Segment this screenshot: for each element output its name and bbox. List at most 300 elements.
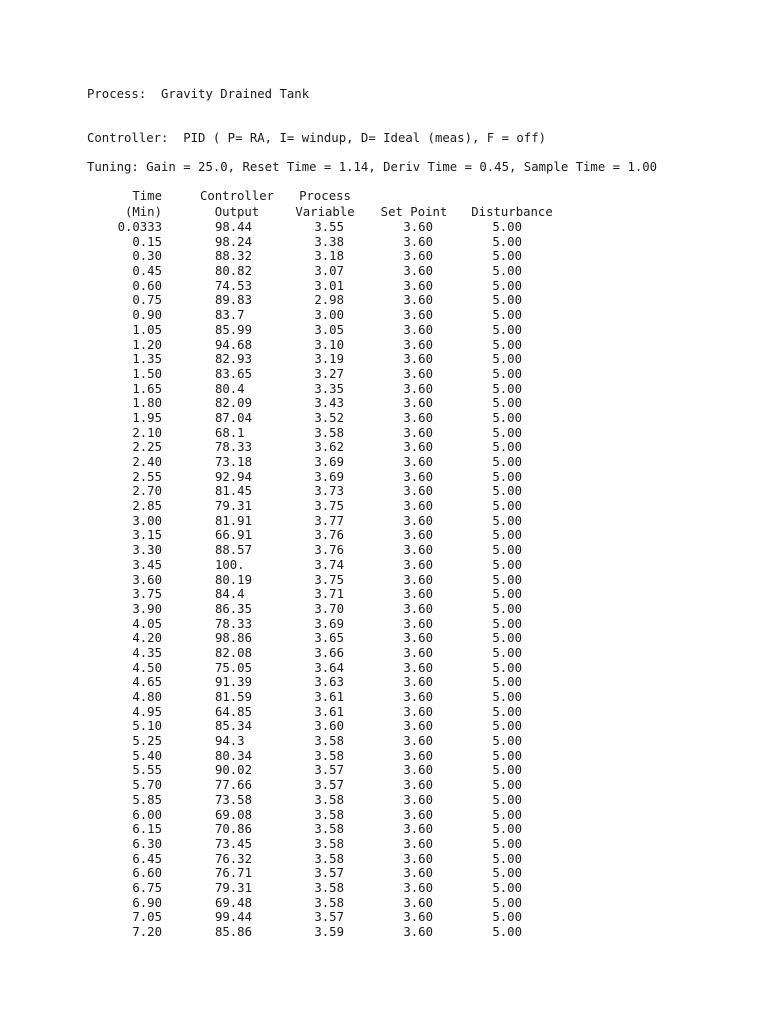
- table-row: [0, 822, 768, 837]
- table-row: [0, 235, 768, 250]
- cell-time: 6.30: [132, 836, 162, 851]
- cell-set-point: 3.60: [403, 249, 433, 264]
- cell-controller-output: 89.83: [214, 293, 252, 308]
- cell-time: 3.60: [132, 572, 162, 587]
- cell-process-variable: 3.35: [314, 381, 344, 396]
- cell-process-variable: 3.59: [314, 925, 344, 939]
- table-row: [0, 661, 768, 676]
- cell-process-variable: 3.58: [314, 880, 344, 895]
- cell-controller-output: 85.86: [214, 925, 252, 939]
- cell-disturbance: 5.00: [492, 910, 522, 925]
- cell-disturbance: 5.00: [492, 572, 522, 587]
- cell-controller-output: 82.93: [214, 352, 252, 367]
- cell-process-variable: 3.57: [314, 763, 344, 778]
- table-row: [0, 573, 768, 588]
- cell-disturbance: 5.00: [492, 734, 522, 749]
- cell-process-variable: 3.57: [314, 910, 344, 925]
- table-row: [0, 587, 768, 602]
- cell-time: 0.15: [132, 234, 162, 249]
- table-row: [0, 440, 768, 455]
- table-row: [0, 852, 768, 867]
- cell-disturbance: 5.00: [492, 748, 522, 763]
- table-row: [0, 675, 768, 690]
- cell-process-variable: 3.07: [314, 264, 344, 279]
- table-row: [0, 543, 768, 558]
- cell-disturbance: 5.00: [492, 690, 522, 704]
- cell-controller-output: 76.71: [214, 866, 252, 881]
- cell-process-variable: 3.73: [314, 484, 344, 499]
- table-row: [0, 705, 768, 720]
- cell-controller-output: 80.34: [214, 748, 252, 763]
- cell-time: 5.10: [132, 719, 162, 734]
- cell-controller-output: 81.91: [214, 513, 252, 528]
- cell-disturbance: 5.00: [492, 264, 522, 279]
- table-row: [0, 778, 768, 793]
- cell-disturbance: 5.00: [492, 455, 522, 469]
- table-header-bottom: [0, 204, 768, 220]
- cell-disturbance: 5.00: [492, 704, 522, 719]
- cell-disturbance: 5.00: [492, 601, 522, 616]
- cell-set-point: 3.60: [403, 322, 433, 337]
- table-header-top: [0, 188, 768, 204]
- cell-time: 1.05: [132, 322, 162, 337]
- cell-disturbance: 5.00: [492, 499, 522, 514]
- cell-set-point: 3.60: [403, 734, 433, 749]
- data-table: [0, 188, 768, 940]
- cell-controller-output: 84.4: [214, 587, 252, 602]
- table-row: [0, 558, 768, 573]
- cell-disturbance: 5.00: [492, 778, 522, 793]
- cell-set-point: 3.60: [403, 748, 433, 763]
- cell-set-point: 3.60: [403, 851, 433, 866]
- cell-disturbance: 5.00: [492, 249, 522, 264]
- cell-time: 4.50: [132, 660, 162, 675]
- cell-disturbance: 5.00: [492, 557, 522, 572]
- table-row: [0, 411, 768, 426]
- cell-process-variable: 3.58: [314, 807, 344, 822]
- cell-disturbance: 5.00: [492, 616, 522, 631]
- cell-time: 2.40: [132, 455, 162, 469]
- cell-controller-output: 80.19: [214, 572, 252, 587]
- cell-time: 1.80: [132, 396, 162, 411]
- cell-disturbance: 5.00: [492, 763, 522, 778]
- cell-disturbance: 5.00: [492, 410, 522, 425]
- cell-set-point: 3.60: [403, 513, 433, 528]
- table-row: [0, 323, 768, 338]
- cell-process-variable: 3.62: [314, 440, 344, 455]
- cell-set-point: 3.60: [403, 484, 433, 499]
- cell-controller-output: 94.68: [214, 337, 252, 352]
- table-row: [0, 382, 768, 397]
- cell-process-variable: 3.58: [314, 734, 344, 749]
- cell-controller-output: 99.44: [214, 910, 252, 925]
- cell-time: 7.05: [132, 910, 162, 925]
- cell-controller-output: 78.33: [214, 440, 252, 455]
- table-row: [0, 925, 768, 940]
- table-row: [0, 279, 768, 294]
- cell-time: 2.70: [132, 484, 162, 499]
- cell-process-variable: 3.58: [314, 748, 344, 763]
- cell-disturbance: 5.00: [492, 308, 522, 323]
- cell-set-point: 3.60: [403, 660, 433, 675]
- table-row: [0, 426, 768, 441]
- header-time: Time: [132, 189, 162, 203]
- cell-disturbance: 5.00: [492, 645, 522, 660]
- cell-time: 4.20: [132, 631, 162, 646]
- table-row: [0, 866, 768, 881]
- cell-time: 5.85: [132, 792, 162, 807]
- header-process: Process: [299, 189, 351, 203]
- cell-controller-output: 69.48: [214, 895, 252, 910]
- cell-disturbance: 5.00: [492, 792, 522, 807]
- cell-time: 7.20: [132, 925, 162, 939]
- header-controller: Controller: [199, 189, 275, 203]
- cell-disturbance: 5.00: [492, 675, 522, 690]
- cell-time: 2.10: [132, 425, 162, 440]
- cell-process-variable: 3.65: [314, 631, 344, 646]
- cell-time: 0.30: [132, 249, 162, 264]
- cell-set-point: 3.60: [403, 366, 433, 381]
- cell-time: 1.95: [132, 410, 162, 425]
- table-row: [0, 484, 768, 499]
- cell-set-point: 3.60: [403, 425, 433, 440]
- cell-time: 1.50: [132, 366, 162, 381]
- cell-process-variable: 3.58: [314, 895, 344, 910]
- cell-disturbance: 5.00: [492, 895, 522, 910]
- process-line: Process: Gravity Drained Tank: [87, 87, 310, 101]
- cell-controller-output: 81.59: [214, 690, 252, 704]
- cell-process-variable: 3.66: [314, 645, 344, 660]
- cell-controller-output: 73.45: [214, 836, 252, 851]
- table-row: [0, 352, 768, 367]
- cell-time: 2.25: [132, 440, 162, 455]
- table-row: [0, 617, 768, 632]
- cell-time: 1.20: [132, 337, 162, 352]
- cell-set-point: 3.60: [403, 587, 433, 602]
- cell-set-point: 3.60: [403, 616, 433, 631]
- cell-process-variable: 3.58: [314, 836, 344, 851]
- cell-set-point: 3.60: [403, 601, 433, 616]
- cell-set-point: 3.60: [403, 778, 433, 793]
- cell-set-point: 3.60: [403, 469, 433, 484]
- cell-disturbance: 5.00: [492, 719, 522, 734]
- cell-set-point: 3.60: [403, 836, 433, 851]
- table-row: [0, 881, 768, 896]
- cell-process-variable: 3.75: [314, 499, 344, 514]
- cell-controller-output: 83.7: [214, 308, 252, 323]
- cell-time: 5.25: [132, 734, 162, 749]
- cell-disturbance: 5.00: [492, 366, 522, 381]
- cell-time: 6.90: [132, 895, 162, 910]
- header-output: Output: [214, 205, 260, 219]
- cell-set-point: 3.60: [403, 381, 433, 396]
- header-disturbance: Disturbance: [471, 205, 553, 219]
- cell-process-variable: 3.27: [314, 366, 344, 381]
- table-row: [0, 264, 768, 279]
- table-row: [0, 396, 768, 411]
- cell-set-point: 3.60: [403, 807, 433, 822]
- cell-controller-output: 80.82: [214, 264, 252, 279]
- cell-controller-output: 83.65: [214, 366, 252, 381]
- table-row: [0, 910, 768, 925]
- cell-set-point: 3.60: [403, 308, 433, 323]
- cell-process-variable: 3.57: [314, 778, 344, 793]
- cell-controller-output: 73.58: [214, 792, 252, 807]
- cell-controller-output: 85.99: [214, 322, 252, 337]
- table-row: [0, 220, 768, 235]
- tuning-line: Tuning: Gain = 25.0, Reset Time = 1.14, Deriv Time = 0.45, Sample Time = 1.00: [87, 160, 658, 174]
- cell-time: 4.80: [132, 690, 162, 704]
- cell-controller-output: 64.85: [214, 704, 252, 719]
- cell-controller-output: 75.05: [214, 660, 252, 675]
- cell-controller-output: 86.35: [214, 601, 252, 616]
- cell-set-point: 3.60: [403, 910, 433, 925]
- cell-process-variable: 3.58: [314, 792, 344, 807]
- cell-time: 4.65: [132, 675, 162, 690]
- header-min: (Min): [124, 205, 162, 219]
- cell-time: 2.85: [132, 499, 162, 514]
- cell-process-variable: 3.69: [314, 616, 344, 631]
- table-row: [0, 690, 768, 705]
- cell-controller-output: 88.32: [214, 249, 252, 264]
- table-row: [0, 293, 768, 308]
- cell-process-variable: 3.58: [314, 822, 344, 837]
- cell-time: 4.35: [132, 645, 162, 660]
- cell-set-point: 3.60: [403, 352, 433, 367]
- table-row: [0, 808, 768, 823]
- cell-set-point: 3.60: [403, 925, 433, 939]
- table-row: [0, 308, 768, 323]
- cell-set-point: 3.60: [403, 543, 433, 558]
- cell-process-variable: 3.71: [314, 587, 344, 602]
- cell-set-point: 3.60: [403, 499, 433, 514]
- table-row: [0, 602, 768, 617]
- cell-disturbance: 5.00: [492, 293, 522, 308]
- table-body: [0, 220, 768, 940]
- cell-disturbance: 5.00: [492, 381, 522, 396]
- cell-time: 0.60: [132, 278, 162, 293]
- cell-set-point: 3.60: [403, 675, 433, 690]
- cell-set-point: 3.60: [403, 631, 433, 646]
- cell-set-point: 3.60: [403, 763, 433, 778]
- cell-disturbance: 5.00: [492, 337, 522, 352]
- cell-time: 0.90: [132, 308, 162, 323]
- cell-set-point: 3.60: [403, 792, 433, 807]
- cell-time: 0.0333: [117, 220, 162, 234]
- table-row: [0, 514, 768, 529]
- header-set-point: Set Point: [380, 205, 448, 219]
- cell-time: 3.15: [132, 528, 162, 543]
- cell-disturbance: 5.00: [492, 322, 522, 337]
- cell-disturbance: 5.00: [492, 440, 522, 455]
- table-row: [0, 646, 768, 661]
- cell-set-point: 3.60: [403, 220, 433, 234]
- cell-controller-output: 98.24: [214, 234, 252, 249]
- table-row: [0, 455, 768, 470]
- cell-time: 0.75: [132, 293, 162, 308]
- cell-set-point: 3.60: [403, 396, 433, 411]
- cell-time: 3.90: [132, 601, 162, 616]
- cell-controller-output: 98.44: [214, 220, 252, 234]
- cell-set-point: 3.60: [403, 645, 433, 660]
- table-row: [0, 367, 768, 382]
- cell-process-variable: 3.00: [314, 308, 344, 323]
- cell-disturbance: 5.00: [492, 807, 522, 822]
- cell-process-variable: 3.19: [314, 352, 344, 367]
- cell-set-point: 3.60: [403, 895, 433, 910]
- cell-disturbance: 5.00: [492, 851, 522, 866]
- table-row: [0, 793, 768, 808]
- table-row: [0, 734, 768, 749]
- cell-set-point: 3.60: [403, 866, 433, 881]
- table-row: [0, 528, 768, 543]
- table-row: [0, 749, 768, 764]
- cell-set-point: 3.60: [403, 278, 433, 293]
- cell-controller-output: 82.08: [214, 645, 252, 660]
- cell-process-variable: 3.69: [314, 455, 344, 469]
- header-variable: Variable: [295, 205, 355, 219]
- cell-controller-output: 85.34: [214, 719, 252, 734]
- cell-set-point: 3.60: [403, 455, 433, 469]
- cell-disturbance: 5.00: [492, 469, 522, 484]
- cell-controller-output: 82.09: [214, 396, 252, 411]
- cell-controller-output: 76.32: [214, 851, 252, 866]
- cell-controller-output: 78.33: [214, 616, 252, 631]
- cell-controller-output: 100.: [214, 557, 252, 572]
- cell-set-point: 3.60: [403, 719, 433, 734]
- cell-time: 3.45: [132, 557, 162, 572]
- cell-controller-output: 70.86: [214, 822, 252, 837]
- cell-process-variable: 3.74: [314, 557, 344, 572]
- cell-process-variable: 3.58: [314, 425, 344, 440]
- cell-set-point: 3.60: [403, 234, 433, 249]
- cell-disturbance: 5.00: [492, 543, 522, 558]
- cell-time: 4.05: [132, 616, 162, 631]
- cell-disturbance: 5.00: [492, 352, 522, 367]
- cell-controller-output: 74.53: [214, 278, 252, 293]
- cell-controller-output: 73.18: [214, 455, 252, 469]
- cell-set-point: 3.60: [403, 264, 433, 279]
- cell-process-variable: 3.01: [314, 278, 344, 293]
- cell-disturbance: 5.00: [492, 836, 522, 851]
- cell-disturbance: 5.00: [492, 220, 522, 234]
- cell-process-variable: 3.61: [314, 704, 344, 719]
- cell-time: 3.00: [132, 513, 162, 528]
- cell-set-point: 3.60: [403, 822, 433, 837]
- cell-set-point: 3.60: [403, 690, 433, 704]
- cell-process-variable: 3.55: [314, 220, 344, 234]
- cell-controller-output: 69.08: [214, 807, 252, 822]
- cell-disturbance: 5.00: [492, 866, 522, 881]
- cell-disturbance: 5.00: [492, 278, 522, 293]
- cell-time: 0.45: [132, 264, 162, 279]
- cell-time: 5.55: [132, 763, 162, 778]
- cell-set-point: 3.60: [403, 572, 433, 587]
- cell-time: 1.35: [132, 352, 162, 367]
- cell-disturbance: 5.00: [492, 880, 522, 895]
- table-row: [0, 249, 768, 264]
- cell-process-variable: 3.57: [314, 866, 344, 881]
- cell-process-variable: 3.77: [314, 513, 344, 528]
- cell-time: 6.15: [132, 822, 162, 837]
- cell-time: 6.00: [132, 807, 162, 822]
- cell-process-variable: 3.18: [314, 249, 344, 264]
- cell-controller-output: 91.39: [214, 675, 252, 690]
- cell-controller-output: 92.94: [214, 469, 252, 484]
- cell-process-variable: 3.76: [314, 543, 344, 558]
- cell-process-variable: 3.61: [314, 690, 344, 704]
- cell-controller-output: 77.66: [214, 778, 252, 793]
- cell-process-variable: 3.52: [314, 410, 344, 425]
- cell-set-point: 3.60: [403, 293, 433, 308]
- cell-set-point: 3.60: [403, 440, 433, 455]
- cell-controller-output: 87.04: [214, 410, 252, 425]
- cell-process-variable: 3.43: [314, 396, 344, 411]
- cell-set-point: 3.60: [403, 704, 433, 719]
- cell-process-variable: 3.75: [314, 572, 344, 587]
- cell-controller-output: 79.31: [214, 880, 252, 895]
- cell-disturbance: 5.00: [492, 631, 522, 646]
- cell-process-variable: 3.76: [314, 528, 344, 543]
- table-row: [0, 470, 768, 485]
- cell-controller-output: 68.1: [214, 425, 252, 440]
- cell-controller-output: 88.57: [214, 543, 252, 558]
- cell-controller-output: 98.86: [214, 631, 252, 646]
- cell-controller-output: 94.3: [214, 734, 252, 749]
- table-row: [0, 837, 768, 852]
- cell-process-variable: 3.70: [314, 601, 344, 616]
- cell-process-variable: 3.58: [314, 851, 344, 866]
- cell-disturbance: 5.00: [492, 822, 522, 837]
- cell-set-point: 3.60: [403, 410, 433, 425]
- table-row: [0, 499, 768, 514]
- cell-disturbance: 5.00: [492, 925, 522, 939]
- cell-process-variable: 2.98: [314, 293, 344, 308]
- cell-time: 3.75: [132, 587, 162, 602]
- controller-line: Controller: PID ( P= RA, I= windup, D= Ideal (meas), F = off): [87, 131, 547, 145]
- cell-set-point: 3.60: [403, 337, 433, 352]
- cell-controller-output: 66.91: [214, 528, 252, 543]
- cell-time: 2.55: [132, 469, 162, 484]
- table-row: [0, 763, 768, 778]
- cell-time: 4.95: [132, 704, 162, 719]
- cell-time: 3.30: [132, 543, 162, 558]
- cell-controller-output: 80.4: [214, 381, 252, 396]
- cell-set-point: 3.60: [403, 528, 433, 543]
- table-row: [0, 338, 768, 353]
- cell-process-variable: 3.63: [314, 675, 344, 690]
- cell-disturbance: 5.00: [492, 234, 522, 249]
- cell-disturbance: 5.00: [492, 484, 522, 499]
- cell-controller-output: 79.31: [214, 499, 252, 514]
- cell-disturbance: 5.00: [492, 425, 522, 440]
- cell-disturbance: 5.00: [492, 528, 522, 543]
- cell-controller-output: 81.45: [214, 484, 252, 499]
- cell-process-variable: 3.69: [314, 469, 344, 484]
- cell-process-variable: 3.64: [314, 660, 344, 675]
- table-row: [0, 896, 768, 911]
- cell-disturbance: 5.00: [492, 587, 522, 602]
- cell-set-point: 3.60: [403, 880, 433, 895]
- cell-time: 6.45: [132, 851, 162, 866]
- cell-process-variable: 3.60: [314, 719, 344, 734]
- cell-time: 6.60: [132, 866, 162, 881]
- cell-time: 5.70: [132, 778, 162, 793]
- cell-controller-output: 90.02: [214, 763, 252, 778]
- cell-set-point: 3.60: [403, 557, 433, 572]
- cell-process-variable: 3.05: [314, 322, 344, 337]
- cell-time: 1.65: [132, 381, 162, 396]
